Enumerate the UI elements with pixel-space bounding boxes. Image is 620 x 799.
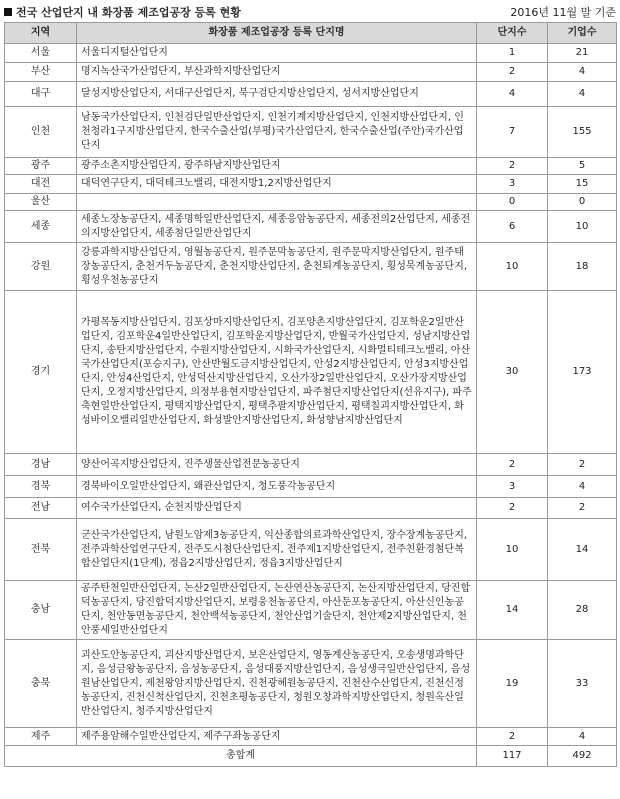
region-cell: 충남: [5, 581, 77, 640]
document-title-text: 전국 산업단지 내 화장품 제조업공장 등록 현황: [16, 6, 241, 19]
complex-names-cell: 양산어곡지방산업단지, 진주생물산업전문농공단지: [77, 454, 477, 476]
square-bullet-icon: [4, 8, 12, 16]
total-company-count: 492: [548, 746, 617, 767]
complex-count-cell: 2: [477, 728, 548, 746]
complex-names-cell: 남동국가산업단지, 인천검단일반산업단지, 인천기계지방산업단지, 인천지방산업단지, 인천청라1구지방산업단지, 한국수출산업(부평)국가산업단지, 한국수출산업(주안)국가산업단지: [77, 107, 477, 158]
complex-count-cell: 19: [477, 640, 548, 728]
table-row: [5, 640, 617, 728]
table-row: [5, 211, 617, 243]
complex-count-cell: 10: [477, 243, 548, 291]
complex-names-cell: 강릉과학지방산업단지, 영월농공단지, 원주문막농공단지, 원주문막지방산업단지, 원주태장농공단지, 춘천거두농공단지, 춘천지방산업단지, 춘천퇴계농공단지, 횡성묵계농공단지, 횡성우천농공단지: [77, 243, 477, 291]
complex-names-cell: 가평목동지방산업단지, 김포상마지방산업단지, 김포양촌지방산업단지, 김포학운2일반산업단지, 김포학운4일반산업단지, 김포학운지방산업단지, 반월국가산업단지, 성남지방산업단지, 송탄지방산업단지, 수원지방산업단지, 시화국가산업단지, 시화멀티테크노밸리, 아산국가산업단지(포승지구), 안산반월도금지방산업단지, 안성2지방산업단지, 안성3지방산업단지, 안성4산업단지, 안성덕산지방산업단지, 오산가장2일반산업단지, 오산가장지방산업단지, 오정지방산업단지, 의정부용현지방산업단지, 파주첨단지방산업단지(선유지구), 파주축현일반산업단지, 평택지방산업단지, 평택추팔지방산업단지, 평택칠괴지방산업단지, 화성바이오밸리일반산업단지, 화성발안지방산업단지, 화성향남지방산업단지: [77, 291, 477, 454]
complex-count-cell: 6: [477, 211, 548, 243]
region-cell: 경남: [5, 454, 77, 476]
table-row: [5, 44, 617, 63]
region-cell: 인천: [5, 107, 77, 158]
complex-names-cell: 군산국가산업단지, 남원노암제3농공단지, 익산종합의료과학산업단지, 장수장계농공단지, 전주과학산업연구단지, 전주도시첨단산업단지, 전주제1지방산업단지, 전주친환경첨단복합산업단지(1단계), 정읍2지방산업단지, 정읍3지방산업단지: [77, 519, 477, 581]
complex-count-cell: 2: [477, 498, 548, 519]
total-row: [5, 746, 617, 767]
table-row: [5, 454, 617, 476]
column-header-complex-count: 단지수: [477, 23, 548, 44]
company-count-cell: 0: [548, 194, 617, 211]
table-row: [5, 107, 617, 158]
region-cell: 전북: [5, 519, 77, 581]
complex-count-cell: 7: [477, 107, 548, 158]
region-cell: 강원: [5, 243, 77, 291]
total-complex-count: 117: [477, 746, 548, 767]
complex-names-cell: 공주탄천일반산업단지, 논산2일반산업단지, 논산연산농공단지, 논산지방산업단지, 당진합덕농공단지, 당진합덕지방산업단지, 보령웅천농공단지, 아산둔포농공단지, 아산신인농공단지, 천안동면농공단지, 천안백석농공단지, 천안산업기술단지, 천안제2지방산업단지, 천안풍세일반산업단지: [77, 581, 477, 640]
company-count-cell: 15: [548, 175, 617, 194]
complex-count-cell: 2: [477, 63, 548, 82]
complex-count-cell: 4: [477, 82, 548, 107]
region-cell: 부산: [5, 63, 77, 82]
region-cell: 전남: [5, 498, 77, 519]
region-cell: 서울: [5, 44, 77, 63]
complex-names-cell: [77, 194, 477, 211]
company-count-cell: 33: [548, 640, 617, 728]
complex-names-cell: 여수국가산업단지, 순천지방산업단지: [77, 498, 477, 519]
complex-names-cell: 세종노장농공단지, 세종명학일반산업단지, 세종응암농공단지, 세종전의2산업단지, 세종전의지방산업단지, 세종첨단일반산업단지: [77, 211, 477, 243]
complex-names-cell: 명지녹산국가산업단지, 부산과학지방산업단지: [77, 63, 477, 82]
company-count-cell: 4: [548, 728, 617, 746]
document-title: [4, 4, 241, 20]
region-cell: 대전: [5, 175, 77, 194]
column-header-region: 지역: [5, 23, 77, 44]
company-count-cell: 10: [548, 211, 617, 243]
complex-names-cell: 경북바이오일반산업단지, 왜관산업단지, 청도풍각농공단지: [77, 476, 477, 498]
table-row: [5, 728, 617, 746]
company-count-cell: 18: [548, 243, 617, 291]
company-count-cell: 14: [548, 519, 617, 581]
table-row: [5, 194, 617, 211]
complex-names-cell: 광주소촌지방산업단지, 광주하남지방산업단지: [77, 158, 477, 175]
table-row: [5, 498, 617, 519]
complex-count-cell: 30: [477, 291, 548, 454]
complex-count-cell: 14: [477, 581, 548, 640]
column-header-complex-names: 화장품 제조업공장 등록 단지명: [77, 23, 477, 44]
table-row: [5, 519, 617, 581]
complex-count-cell: 0: [477, 194, 548, 211]
header: [4, 4, 616, 20]
region-cell: 충북: [5, 640, 77, 728]
table-row: [5, 291, 617, 454]
registration-table: [4, 22, 617, 767]
company-count-cell: 4: [548, 82, 617, 107]
reference-date: 2016년 11월 말 기준: [510, 6, 616, 19]
table-row: [5, 476, 617, 498]
table-row: [5, 243, 617, 291]
table-row: [5, 63, 617, 82]
table-row: [5, 82, 617, 107]
table-header-row: [5, 23, 617, 44]
complex-count-cell: 1: [477, 44, 548, 63]
table-row: [5, 158, 617, 175]
company-count-cell: 155: [548, 107, 617, 158]
complex-count-cell: 3: [477, 476, 548, 498]
table-row: [5, 175, 617, 194]
complex-names-cell: 달성지방산업단지, 서대구산업단지, 북구검단지방산업단지, 성서지방산업단지: [77, 82, 477, 107]
company-count-cell: 21: [548, 44, 617, 63]
company-count-cell: 173: [548, 291, 617, 454]
complex-names-cell: 서울디지털산업단지: [77, 44, 477, 63]
complex-names-cell: 대덕연구단지, 대덕테크노밸리, 대전지방1,2지방산업단지: [77, 175, 477, 194]
complex-names-cell: 제주용암해수일반산업단지, 제주구좌농공단지: [77, 728, 477, 746]
region-cell: 경기: [5, 291, 77, 454]
region-cell: 제주: [5, 728, 77, 746]
complex-count-cell: 3: [477, 175, 548, 194]
company-count-cell: 4: [548, 476, 617, 498]
region-cell: 세종: [5, 211, 77, 243]
column-header-company-count: 기업수: [548, 23, 617, 44]
complex-names-cell: 괴산도안농공단지, 괴산지방산업단지, 보은산업단지, 영동계산농공단지, 오송생명과학단지, 음성금왕농공단지, 음성농공단지, 음성대풍지방산업단지, 음성생극일반산업단지, 음성원남산업단지, 제천왕암지방산업단지, 진천광혜원농공단지, 진천산수산업단지, 진천신정농공단지, 진천신척산업단지, 진천초평농공단지, 청원오창과학지방산업단지, 청원옥산일반산업단지, 청주지방산업단지: [77, 640, 477, 728]
company-count-cell: 2: [548, 498, 617, 519]
region-cell: 경북: [5, 476, 77, 498]
region-cell: 광주: [5, 158, 77, 175]
company-count-cell: 2: [548, 454, 617, 476]
company-count-cell: 28: [548, 581, 617, 640]
company-count-cell: 5: [548, 158, 617, 175]
region-cell: 대구: [5, 82, 77, 107]
region-cell: 울산: [5, 194, 77, 211]
complex-count-cell: 10: [477, 519, 548, 581]
complex-count-cell: 2: [477, 158, 548, 175]
total-label: 총합계: [5, 746, 477, 767]
table-row: [5, 581, 617, 640]
company-count-cell: 4: [548, 63, 617, 82]
complex-count-cell: 2: [477, 454, 548, 476]
